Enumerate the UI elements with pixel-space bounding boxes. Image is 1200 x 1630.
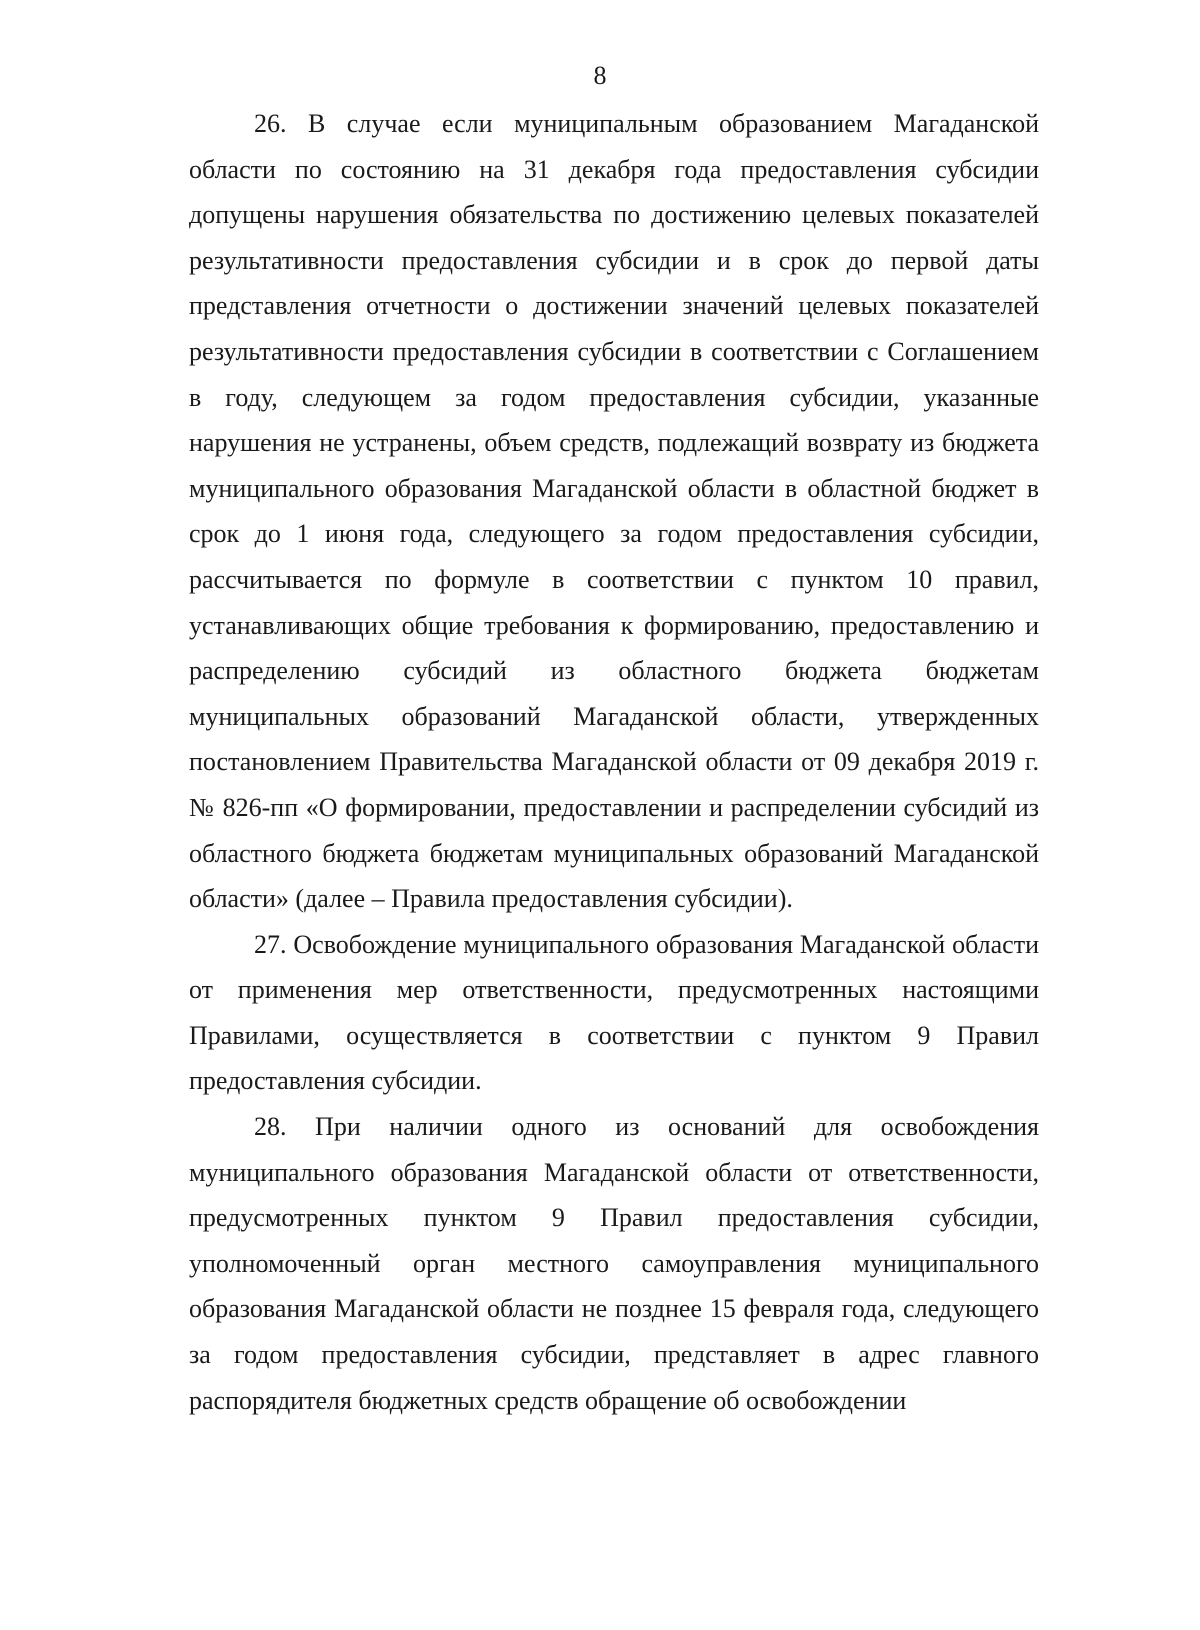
paragraph-27: 27. Освобождение муниципального образования Магаданской области от применения мер ответственности, предусмотренных настоящими Правилами, осуществляется в соответствии с пунктом 9 Правил предоставления субсидии.	[189, 929, 1039, 1096]
document-body	[189, 101, 1039, 1423]
page-number: 8	[593, 61, 607, 90]
paragraph-26: 26. В случае если муниципальным образованием Магаданской области по состоянию на 31 декабря года предоставления субсидии допущены нарушения обязательства по достижению целевых показателей результативности предоставления субсидии и в срок до первой даты представления отчетности о достижении значений целевых показателей результативности предоставления субсидии в соответствии с Соглашением в году, следующем за годом предоставления субсидии, указанные нарушения не устранены, объем средств, подлежащий возврату из бюджета муниципального образования Магаданской области в областной бюджет в срок до 1 июня года, следующего за годом предоставления субсидии, рассчитывается по формуле в соответствии с пунктом 10 правил, устанавливающих общие требования к формированию, предоставлению и распределению субсидий из областного бюджета бюджетам муниципальных образований Магаданской области, утвержденных постановлением Правительства Магаданской области от 09 декабря 2019 г. № 826-пп «О формировании, предоставлении и распределении субсидий из областного бюджета бюджетам муниципальных образований Магаданской области» (далее – Правила предоставления субсидии).	[189, 109, 1039, 914]
paragraph-28: 28. При наличии одного из оснований для освобождения муниципального образования Магаданской области от ответственности, предусмотренных пунктом 9 Правил предоставления субсидии, уполномоченный орган местного самоуправления муниципального образования Магаданской области не позднее 15 февраля года, следующего за годом предоставления субсидии, представляет в адрес главного распорядителя бюджетных средств обращение об освобождении	[189, 1112, 1039, 1415]
